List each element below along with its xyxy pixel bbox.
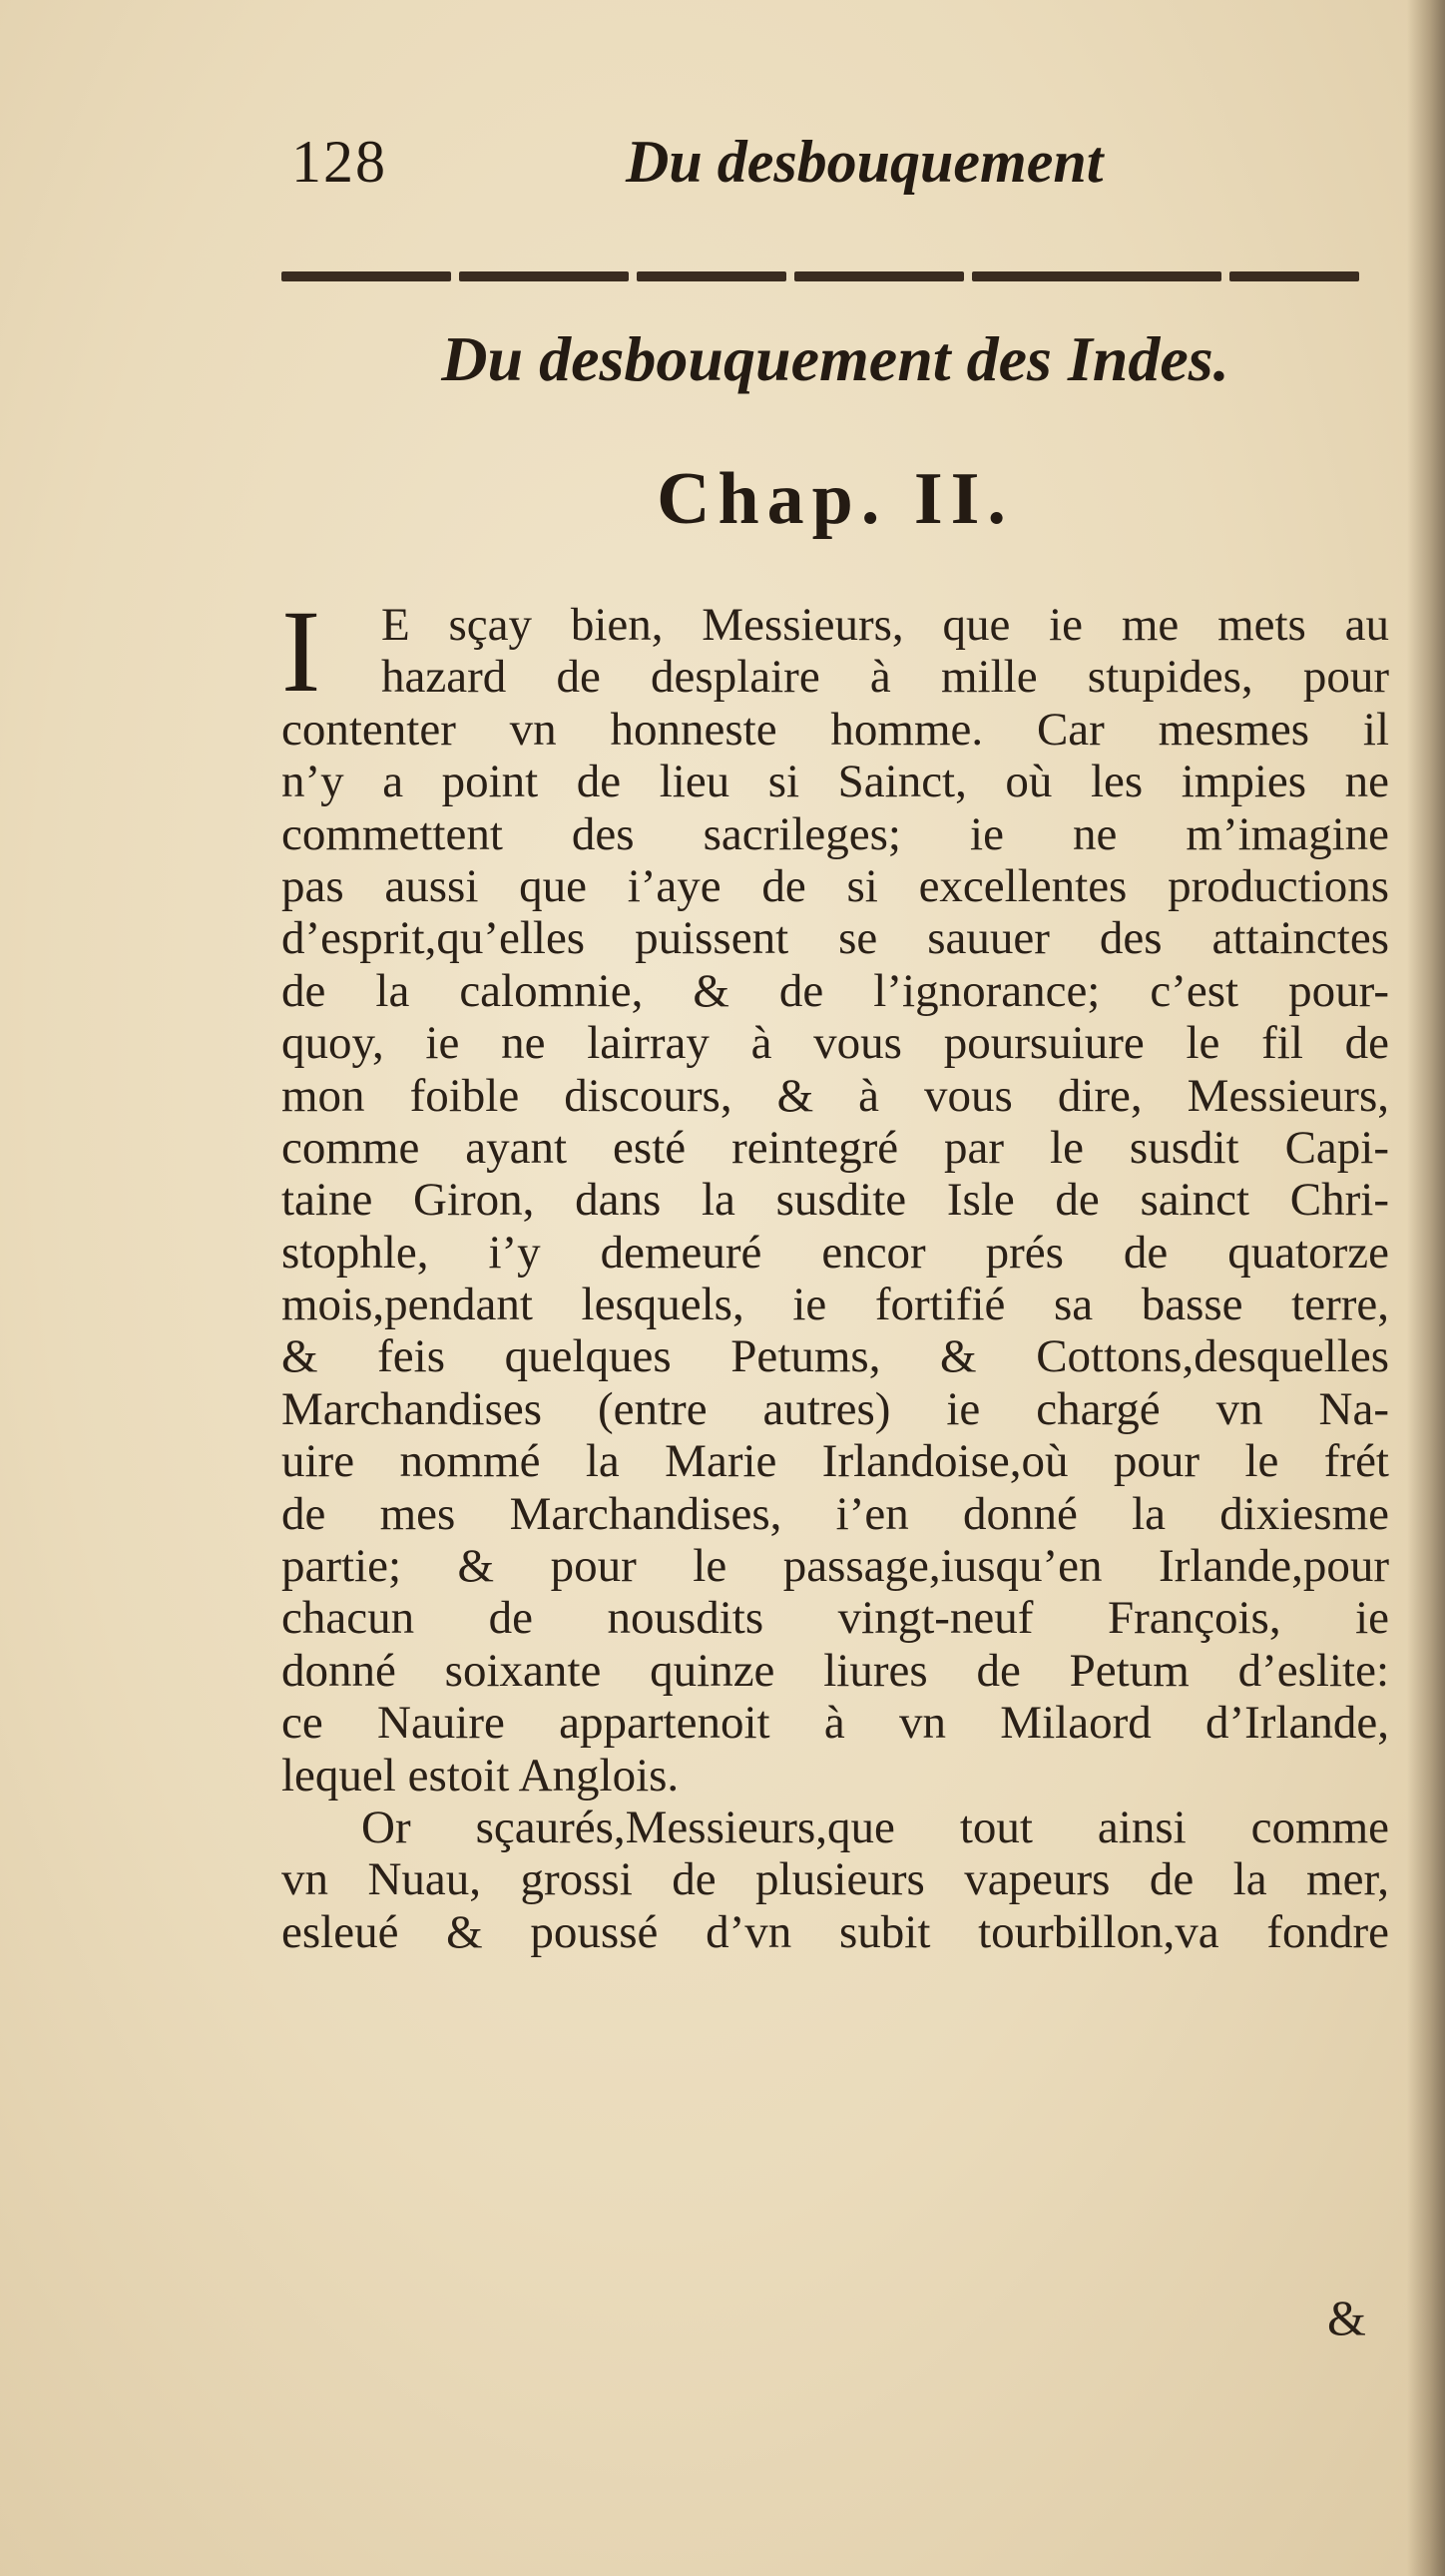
page-number: 128 — [291, 129, 387, 195]
text-line: chacun de nousdits vingt-neuf François, ie — [281, 1592, 1389, 1645]
chapter-title: Du desbouquement des Indes. — [441, 323, 1229, 394]
text-line: pas aussi que i’aye de si excellentes productions — [281, 859, 1389, 912]
text-line: quoy, ie ne lairray à vous poursuiure le fil de — [281, 1017, 1389, 1070]
text-line: partie; & pour le passage,iusqu’en Irlande,pour — [281, 1540, 1389, 1593]
text-line: d’esprit,qu’elles puissent se sauuer des attainctes — [281, 912, 1389, 965]
text-line: Or sçaurés,Messieurs,que tout ainsi comme — [361, 1801, 1389, 1853]
text-line: ce Nauire appartenoit à vn Milaord d’Irlande, — [281, 1697, 1389, 1750]
running-head — [281, 122, 1389, 202]
text-line: hazard de desplaire à mille stupides, pour — [381, 651, 1389, 704]
text-line: donné soixante quinze liures de Petum d’eslite: — [281, 1644, 1389, 1697]
text-line: de mes Marchandises, i’en donné la dixiesme — [281, 1487, 1389, 1540]
text-line: vn Nuau, grossi de plusieurs vapeurs de la mer, — [281, 1853, 1389, 1906]
text-line: mois,pendant lesquels, ie fortifié sa basse terre, — [281, 1279, 1389, 1331]
text-line: taine Giron, dans la susdite Isle de sainct Chri- — [281, 1174, 1389, 1227]
text-line: lequel estoit Anglois. — [281, 1749, 680, 1802]
text-line: n’y a point de lieu si Sainct, où les impies ne — [281, 756, 1389, 808]
ornamental-rule — [281, 271, 1389, 283]
catchword: & — [1327, 2290, 1366, 2345]
body-text — [281, 586, 1389, 1958]
text-line: uire nommé la Marie Irlandoise,où pour le frét — [281, 1435, 1389, 1488]
chapter-heading: Chap. II. — [657, 458, 1014, 540]
text-line: contenter vn honneste homme. Car mesmes il — [281, 703, 1389, 756]
text-line: esleué & poussé d’vn subit tourbillon,va fondre — [281, 1905, 1389, 1958]
page-gutter-shadow — [1407, 0, 1445, 2576]
text-line: Marchandises (entre autres) ie chargé vn Na- — [281, 1382, 1389, 1435]
text-line: E sçay bien, Messieurs, que ie me mets au — [381, 599, 1389, 651]
running-title: Du desbouquement — [626, 129, 1104, 195]
text-line: mon foible discours, & à vous dire, Messieurs, — [281, 1069, 1389, 1122]
text-line: de la calomnie, & de l’ignorance; c’est pour- — [281, 964, 1389, 1017]
text-line: comme ayant esté reintegré par le susdit Capi- — [281, 1121, 1389, 1174]
text-line: commettent des sacrileges; ie ne m’imagine — [281, 807, 1389, 860]
drop-cap: I — [281, 586, 321, 717]
text-line: stophle, i’y demeuré encor prés de quatorze — [281, 1226, 1389, 1279]
text-line: & feis quelques Petums, & Cottons,desquelles — [281, 1330, 1389, 1383]
